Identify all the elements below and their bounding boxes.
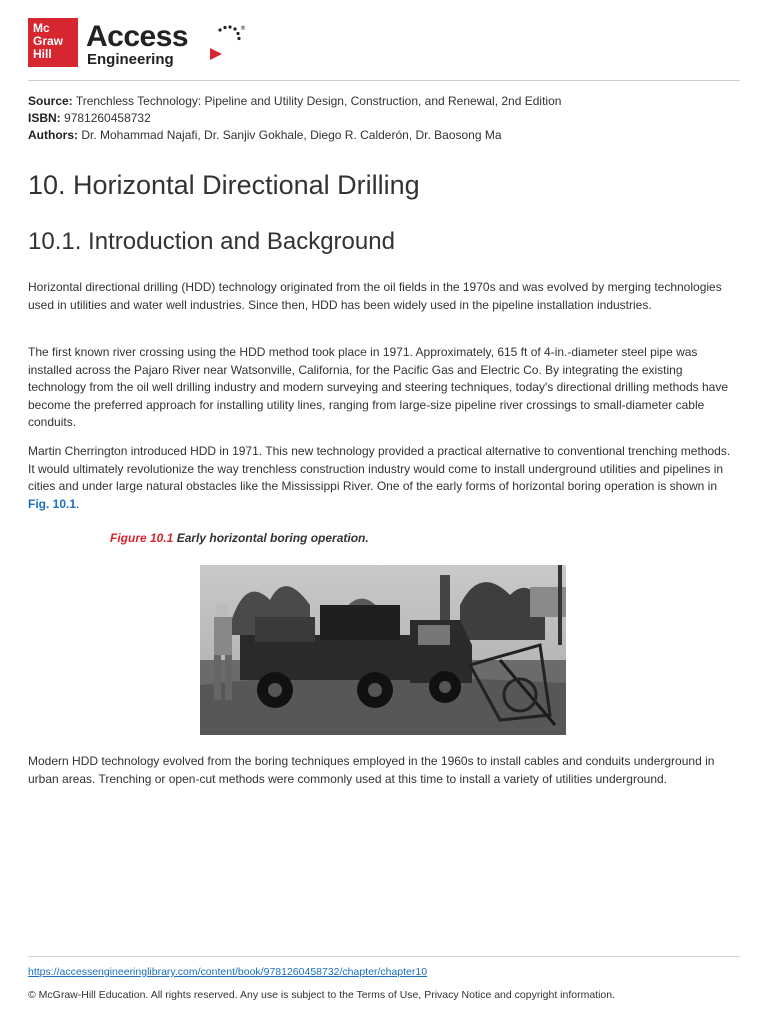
paragraph-3-text: Martin Cherrington introduced HDD in 1971. This new technology provided a practical alternative to conventional trenching methods. It would ultimately revolutionize the way trenchless construction industry would come to install underground utilities and pipelines in cities and under large natural obstacles like the Mississippi River. One of the early forms of horizontal boring operation is shown in	[28, 444, 731, 493]
paragraph-3	[28, 443, 740, 513]
isbn-label: ISBN:	[28, 111, 61, 125]
authors-value: Dr. Mohammad Najafi, Dr. Sanjiv Gokhale, Diego R. Calderón, Dr. Baosong Ma	[81, 128, 502, 142]
mcgraw-hill-logo[interactable]	[28, 18, 78, 67]
source-metadata	[28, 93, 740, 144]
source-value: Trenchless Technology: Pipeline and Utility Design, Construction, and Renewal, 2nd Edition	[75, 94, 562, 108]
figure-caption	[110, 531, 369, 545]
figure-number: Figure 10.1	[110, 531, 174, 545]
figure-10-1-link[interactable]: Fig. 10.1	[28, 496, 77, 511]
paragraph-3-end: .	[76, 496, 80, 511]
copyright-notice: © McGraw-Hill Education. All rights reserved. Any use is subject to the Terms of Use, Privacy Notice and copyright information.	[28, 989, 616, 1001]
logo-line-1: Mc	[33, 21, 50, 35]
logo-line-2: Graw	[33, 34, 64, 48]
paragraph-2: The first known river crossing using the HDD method took place in 1971. Approximately, 615 ft of 4-in.-diameter steel pipe was installed across the Pajaro River near Watsonville, California, for the Pacific Gas and Electric Co. By integrating the existing technology from the oil well drilling industry and modern surveying and steering techniques, today's directional drilling methods have become the preferred approach for installing utility lines, ranging from large-size pipeline river crossings to small-diameter cable conduits.	[28, 345, 729, 429]
access-engineering-brand[interactable]	[86, 22, 188, 68]
section-title: 10.1. Introduction and Background	[28, 228, 395, 255]
header	[28, 18, 740, 72]
paragraph-4: Modern HDD technology evolved from the boring techniques employed in the 1960s to install cables and conduits underground in urban areas. Trenching or open-cut methods were commonly used at this time to install a variety of utilities underground.	[28, 754, 715, 786]
footer-divider	[28, 956, 740, 957]
paragraph-1: Horizontal directional drilling (HDD) technology originated from the oil fields in the 1970s and was evolved by merging technologies used in utilities and water well industries. Since then, HDD has been widely used in the pipeline installation industries.	[28, 280, 722, 312]
authors-label: Authors:	[28, 128, 78, 142]
brand-access-text: Access	[86, 20, 189, 53]
isbn-value: 9781260458732	[64, 111, 151, 125]
svg-text:®: ®	[240, 25, 246, 32]
header-divider	[28, 80, 740, 81]
footer-url-link[interactable]: https://accessengineeringlibrary.com/content/book/9781260458732/chapter/chapter10	[28, 966, 428, 978]
logo-line-3: Hill	[33, 47, 52, 61]
brand-arrow-icon	[206, 24, 246, 60]
figure-caption-text: Early horizontal boring operation.	[176, 531, 369, 545]
boring-operation-photo	[200, 565, 566, 735]
chapter-title: 10. Horizontal Directional Drilling	[28, 170, 420, 200]
source-label: Source:	[28, 94, 73, 108]
brand-engineering-text: Engineering	[87, 51, 174, 68]
